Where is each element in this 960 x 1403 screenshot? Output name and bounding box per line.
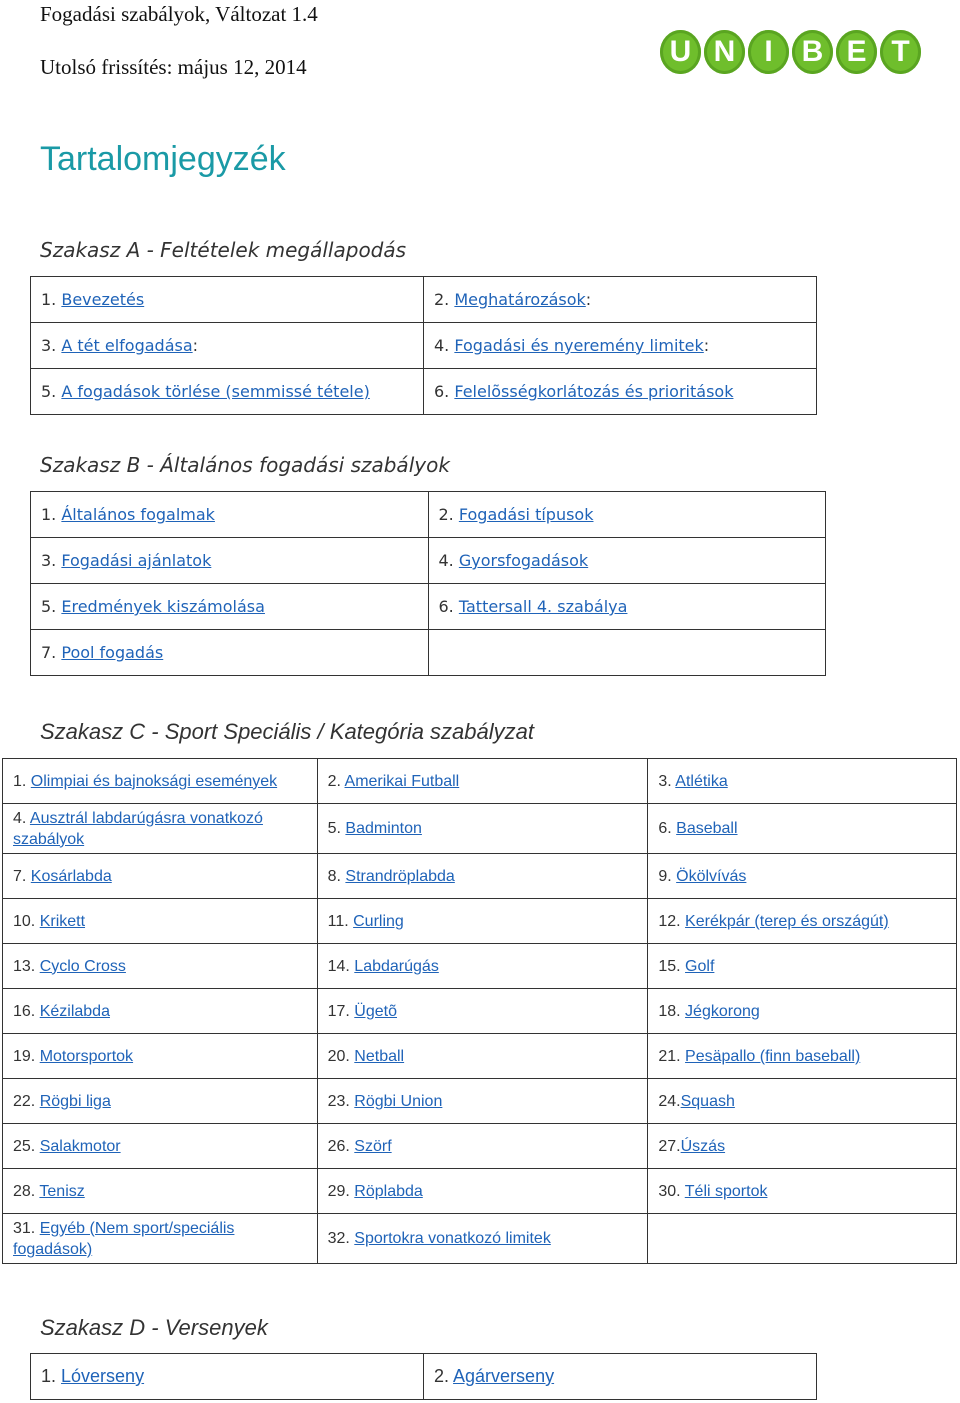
toc-link[interactable]: Bevezetés	[61, 290, 145, 309]
toc-cell	[31, 277, 424, 323]
toc-cell	[31, 492, 429, 538]
toc-link[interactable]: Amerikai Futball	[344, 772, 460, 790]
toc-item-number: 30.	[658, 1182, 685, 1200]
section-d-heading: Szakasz D - Versenyek	[40, 1315, 268, 1340]
toc-item-number: 26.	[327, 1137, 355, 1155]
toc-link[interactable]: Krikett	[39, 912, 86, 930]
toc-item-number: 7.	[41, 643, 62, 662]
toc-item-number: 3.	[41, 551, 62, 570]
table-row	[3, 989, 957, 1034]
toc-item-number: 4.	[13, 809, 30, 827]
last-updated: Utolsó frissítés: május 12, 2014	[40, 55, 307, 79]
toc-cell	[3, 1169, 318, 1214]
toc-item-number: 21.	[658, 1047, 686, 1065]
logo-letter: N	[704, 30, 745, 74]
toc-cell	[648, 1079, 957, 1124]
toc-item-number: 20.	[327, 1047, 355, 1065]
toc-cell	[31, 584, 429, 630]
table-row	[3, 854, 957, 899]
toc-cell	[3, 1124, 318, 1169]
toc-cell	[3, 899, 318, 944]
toc-link[interactable]: Jégkorong	[685, 1002, 760, 1020]
toc-item-number: 2.	[327, 772, 345, 790]
toc-cell	[648, 1169, 957, 1214]
toc-cell	[317, 759, 648, 804]
toc-item-number: 14.	[327, 957, 355, 975]
toc-link[interactable]: Baseball	[676, 820, 738, 837]
toc-cell	[648, 989, 957, 1034]
table-row	[31, 1354, 817, 1400]
toc-item-number: 1.	[41, 290, 62, 309]
toc-cell	[3, 1079, 318, 1124]
toc-link[interactable]: Strandröplabda	[345, 867, 455, 885]
toc-item-number: 4.	[438, 551, 459, 570]
toc-link[interactable]: Agárverseny	[453, 1366, 555, 1386]
toc-cell	[648, 804, 957, 854]
section-c-table	[2, 758, 957, 1264]
toc-link[interactable]: A tét elfogadása	[61, 336, 193, 355]
toc-link[interactable]: Pool fogadás	[61, 643, 164, 662]
logo-letter: B	[792, 30, 833, 74]
toc-cell	[317, 1034, 648, 1079]
toc-link[interactable]: Olimpiai és bajnoksági események	[30, 772, 278, 790]
toc-item-number: 6.	[658, 820, 677, 837]
toc-item-number: 1.	[13, 772, 31, 790]
toc-cell	[648, 1034, 957, 1079]
logo-letter: U	[660, 30, 701, 74]
section-b-heading: Szakasz B - Általános fogadási szabályok	[40, 453, 450, 477]
toc-link[interactable]: Kosárlabda	[30, 867, 112, 885]
toc-link[interactable]: Kézilabda	[39, 1002, 110, 1020]
toc-link[interactable]: Eredmények kiszámolása	[61, 597, 265, 616]
table-row	[3, 759, 957, 804]
toc-item-number: 29.	[327, 1182, 355, 1200]
toc-item-number: 18.	[658, 1002, 686, 1020]
table-row	[31, 584, 826, 630]
table-row	[3, 804, 957, 854]
toc-item-number: 3.	[658, 772, 676, 790]
table-row	[31, 630, 826, 676]
toc-link[interactable]: Curling	[353, 912, 404, 930]
table-row	[3, 899, 957, 944]
toc-link[interactable]: Tattersall 4. szabálya	[458, 597, 628, 616]
toc-cell	[3, 989, 318, 1034]
toc-link[interactable]: Felelõsségkorlátozás és prioritások	[454, 382, 734, 401]
toc-title: Tartalomjegyzék	[40, 140, 286, 178]
toc-item-number: 16.	[13, 1002, 40, 1020]
toc-item-number: 2.	[434, 1366, 454, 1386]
toc-item-number: 17.	[327, 1002, 355, 1020]
toc-link[interactable]: Ausztrál labdarúgásra vonatkozó szabályok	[13, 809, 263, 848]
toc-link[interactable]: Salakmotor	[39, 1137, 121, 1155]
section-a-heading: Szakasz A - Feltételek megállapodás	[40, 238, 407, 262]
toc-cell	[3, 759, 318, 804]
toc-cell	[424, 277, 817, 323]
logo-letter: E	[836, 30, 877, 74]
toc-item-number: 6.	[438, 597, 459, 616]
toc-item-suffix: :	[703, 336, 710, 355]
document-title: Fogadási szabályok, Változat 1.4	[40, 2, 318, 26]
logo-letter: T	[880, 30, 921, 74]
toc-cell	[428, 584, 826, 630]
toc-link[interactable]: Egyéb (Nem sport/speciális fogadások)	[13, 1219, 235, 1258]
toc-item-number: 6.	[434, 382, 455, 401]
toc-cell	[317, 804, 648, 854]
toc-item-number: 12.	[658, 912, 686, 930]
toc-item-number: 27.	[658, 1137, 681, 1155]
toc-link[interactable]: Atlétika	[675, 772, 728, 790]
toc-item-number: 11.	[327, 912, 354, 930]
toc-item-number: 8.	[327, 867, 346, 885]
toc-link[interactable]: Úszás	[680, 1137, 726, 1155]
toc-link[interactable]: Röplabda	[354, 1182, 423, 1200]
toc-cell	[31, 323, 424, 369]
table-row	[31, 492, 826, 538]
toc-link[interactable]: Cyclo Cross	[39, 957, 126, 975]
toc-item-number: 2.	[434, 290, 455, 309]
toc-cell	[317, 944, 648, 989]
toc-item-number: 32.	[327, 1230, 355, 1247]
toc-link[interactable]: Netball	[354, 1047, 405, 1065]
toc-cell	[3, 1034, 318, 1079]
toc-cell	[3, 804, 318, 854]
toc-item-number: 5.	[41, 597, 62, 616]
section-b-table	[30, 491, 826, 676]
toc-item-number: 1.	[41, 505, 62, 524]
toc-item-number: 24.	[658, 1092, 681, 1110]
toc-item-suffix: :	[192, 336, 199, 355]
toc-cell	[317, 1124, 648, 1169]
toc-cell	[317, 854, 648, 899]
toc-link[interactable]: Gyorsfogadások	[458, 551, 589, 570]
toc-cell	[31, 1354, 424, 1400]
toc-cell	[428, 492, 826, 538]
toc-cell	[3, 944, 318, 989]
toc-cell	[3, 1214, 318, 1264]
toc-item-number: 31.	[13, 1219, 40, 1237]
toc-item-number: 5.	[41, 382, 62, 401]
toc-item-number: 3.	[41, 336, 62, 355]
toc-link[interactable]: Fogadási és nyeremény limitek	[454, 336, 704, 355]
logo-letter: I	[748, 30, 789, 74]
section-d-table	[30, 1353, 817, 1400]
toc-link[interactable]: Ügetõ	[354, 1002, 397, 1020]
toc-link[interactable]: Sportokra vonatkozó limitek	[354, 1230, 551, 1247]
unibet-logo	[660, 30, 921, 78]
toc-cell	[648, 899, 957, 944]
toc-link[interactable]: Rögbi Union	[354, 1092, 443, 1110]
toc-item-number: 19.	[13, 1047, 40, 1065]
toc-cell	[648, 1214, 957, 1264]
toc-link[interactable]: Lóverseny	[61, 1366, 145, 1386]
toc-link[interactable]: Téli sportok	[684, 1182, 768, 1200]
toc-item-number: 2.	[438, 505, 459, 524]
toc-cell	[424, 1354, 817, 1400]
toc-link[interactable]: Rögbi liga	[39, 1092, 111, 1110]
toc-item-number: 23.	[327, 1092, 355, 1110]
table-row	[31, 538, 826, 584]
toc-cell	[648, 759, 957, 804]
toc-cell	[317, 1214, 648, 1264]
toc-cell	[428, 538, 826, 584]
section-a-table	[30, 276, 817, 415]
toc-link[interactable]: Golf	[685, 957, 715, 975]
table-row	[31, 369, 817, 415]
toc-item-number: 1.	[41, 1366, 62, 1386]
toc-cell	[3, 854, 318, 899]
toc-cell	[317, 1169, 648, 1214]
toc-link[interactable]: Badminton	[345, 820, 422, 837]
toc-item-number: 13.	[13, 957, 40, 975]
toc-cell	[317, 899, 648, 944]
table-row	[3, 1124, 957, 1169]
toc-cell	[648, 944, 957, 989]
toc-link[interactable]: Squash	[680, 1092, 735, 1110]
toc-link[interactable]: Fogadási ajánlatok	[61, 551, 212, 570]
toc-link[interactable]: A fogadások törlése (semmissé tétele)	[61, 382, 370, 401]
toc-cell	[317, 989, 648, 1034]
toc-link[interactable]: Pesäpallo (finn baseball)	[685, 1047, 861, 1065]
toc-item-number: 22.	[13, 1092, 40, 1110]
table-row	[3, 944, 957, 989]
table-row	[31, 323, 817, 369]
toc-item-number: 7.	[13, 867, 31, 885]
toc-link[interactable]: Általános fogalmak	[61, 505, 215, 524]
table-row	[31, 277, 817, 323]
toc-item-number: 9.	[658, 867, 677, 885]
toc-item-number: 5.	[327, 820, 346, 837]
toc-cell	[31, 369, 424, 415]
toc-item-number: 28.	[13, 1182, 40, 1200]
toc-cell	[31, 538, 429, 584]
toc-item-suffix: :	[585, 290, 592, 309]
table-row	[3, 1214, 957, 1264]
toc-link[interactable]: Labdarúgás	[354, 957, 439, 975]
toc-item-number: 10.	[13, 912, 40, 930]
toc-item-number: 4.	[434, 336, 455, 355]
toc-cell	[31, 630, 429, 676]
toc-link[interactable]: Tenisz	[39, 1182, 85, 1200]
table-row	[3, 1079, 957, 1124]
toc-link[interactable]: Kerékpár (terep és országút)	[685, 912, 889, 930]
toc-cell	[428, 630, 826, 676]
table-row	[3, 1034, 957, 1079]
toc-link[interactable]: Szörf	[354, 1137, 392, 1155]
toc-link[interactable]: Ökölvívás	[676, 867, 747, 885]
toc-cell	[424, 369, 817, 415]
section-c-heading: Szakasz C - Sport Speciális / Kategória szabályzat	[40, 719, 535, 744]
toc-cell	[317, 1079, 648, 1124]
toc-link[interactable]: Motorsportok	[39, 1047, 134, 1065]
toc-item-number: 25.	[13, 1137, 40, 1155]
toc-link[interactable]: Meghatározások	[454, 290, 586, 309]
table-row	[3, 1169, 957, 1214]
toc-cell	[424, 323, 817, 369]
toc-cell	[648, 1124, 957, 1169]
toc-cell	[648, 854, 957, 899]
toc-item-number: 15.	[658, 957, 686, 975]
toc-link[interactable]: Fogadási típusok	[458, 505, 594, 524]
